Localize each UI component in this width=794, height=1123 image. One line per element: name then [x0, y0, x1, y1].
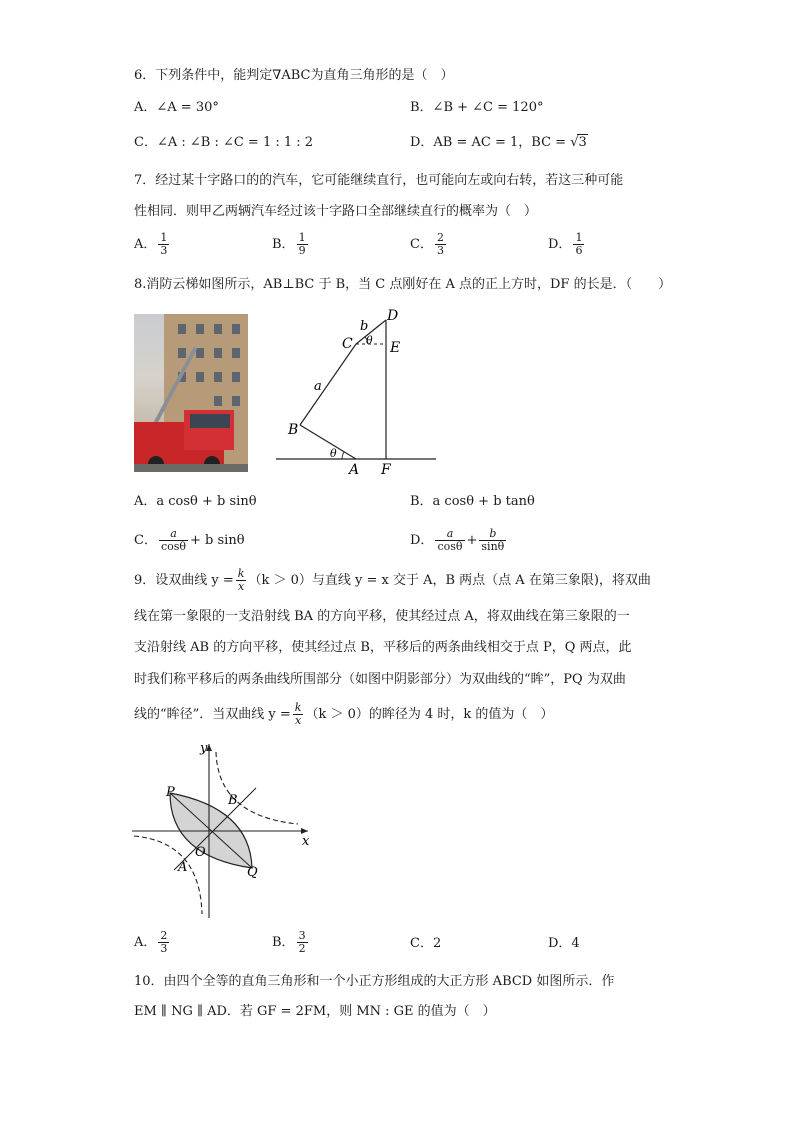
label-d: D — [387, 308, 399, 324]
q9-l5-num: k — [294, 701, 302, 714]
label-o: O — [195, 845, 206, 860]
label-q: Q — [247, 865, 258, 880]
q10-stem-line2: EM ∥ NG ∥ AD．若 GF = 2FM，则 MN : GE 的值为（ ） — [134, 1004, 496, 1019]
label-a-length: a — [314, 379, 322, 394]
q6-stem: 6．下列条件中，能判定∇ABC为直角三角形的是（ ） — [134, 68, 454, 83]
q8-stem: 8.消防云梯如图所示，AB⊥BC 于 B，当 C 点刚好在 A 点的正上方时，DF 的长是．（ ） — [134, 277, 672, 292]
q7-d-num: 1 — [575, 231, 583, 244]
label-f: F — [381, 462, 391, 478]
q9-l1-num: k — [237, 567, 245, 580]
q9-l1-pre: 9．设双曲线 y = — [134, 573, 234, 588]
fire-ladder-photo — [134, 314, 248, 472]
q7-c-den: 3 — [436, 244, 444, 257]
q9-a-num: 2 — [160, 929, 168, 942]
q6-option-d-radicand: 3 — [578, 135, 587, 150]
q9-hyperbola-diagram — [130, 738, 320, 922]
segment-ab — [300, 425, 356, 459]
q7-option-c-label: C． — [410, 237, 433, 252]
q7-stem-line2: 性相同．则甲乙两辆汽车经过该十字路口全部继续直行的概率为（ ） — [134, 204, 538, 219]
q8-d-num2: b — [479, 528, 506, 541]
q9-l1-post: （k ＞ 0）与直线 y = x 交于 A，B 两点（点 A 在第三象限)，将双曲 — [248, 573, 651, 588]
q9-option-b-label: B． — [272, 935, 295, 950]
q8-option-d — [410, 528, 508, 553]
q9-option-a — [134, 930, 171, 955]
angle-arc-bottom — [342, 452, 344, 459]
q9-l5-pre: 线的“眸径”．当双曲线 y = — [134, 707, 291, 722]
q9-a-den: 3 — [160, 942, 168, 955]
q9-option-a-label: A． — [134, 935, 157, 950]
q8-ladder-diagram — [270, 306, 440, 478]
segment-bc — [300, 344, 356, 425]
q9-stem-line2: 线在第一象限的一支沿射线 BA 的方向平移，使其经过点 A，将双曲线在第三象限的一 — [134, 609, 630, 624]
q7-b-den: 9 — [298, 244, 306, 257]
label-e: E — [390, 340, 401, 356]
label-c: C — [342, 336, 353, 352]
q7-option-a — [134, 232, 171, 257]
q9-stem-line5 — [134, 702, 553, 727]
label-x-axis: x — [302, 834, 310, 849]
q7-b-num: 1 — [298, 231, 306, 244]
q7-c-num: 2 — [436, 231, 444, 244]
q8-option-a: A．a cosθ + b sinθ — [134, 494, 257, 509]
q6-option-a: A．∠A = 30° — [134, 100, 219, 115]
q8-d-plus: + — [466, 533, 478, 548]
q9-b-num: 3 — [298, 929, 306, 942]
q6-option-d: D．AB = AC = 1，BC = √3 — [410, 135, 587, 150]
q6-option-b: B．∠B + ∠C = 120° — [410, 100, 544, 115]
label-b-point: B — [228, 793, 238, 808]
q7-option-d-label: D． — [548, 237, 572, 252]
q10-stem-line1: 10．由四个全等的直角三角形和一个小正方形组成的大正方形 ABCD 如图所示．作 — [134, 974, 615, 989]
q8-c-num: a — [159, 528, 188, 541]
q6-option-c: C．∠A : ∠B : ∠C = 1 : 1 : 2 — [134, 135, 314, 150]
q7-option-b — [272, 232, 310, 257]
q7-option-c — [410, 232, 448, 257]
label-a-point: A — [178, 860, 188, 875]
q8-option-b: B．a cosθ + b tanθ — [410, 494, 535, 509]
hyperbola-branch-q3 — [134, 836, 202, 914]
q7-option-a-label: A． — [134, 237, 157, 252]
q9-stem-line1 — [134, 568, 651, 593]
q9-l1-den: x — [238, 580, 245, 593]
hyperbola-branch-q1 — [216, 752, 298, 824]
q6-option-d-text: D．AB = AC = 1，BC = — [410, 135, 571, 150]
q7-d-den: 6 — [575, 244, 583, 257]
q8-option-c-label: C． — [134, 533, 157, 548]
q9-b-den: 2 — [298, 942, 306, 955]
label-a: A — [349, 462, 360, 478]
q7-option-d — [548, 232, 586, 257]
q7-option-b-label: B． — [272, 237, 295, 252]
label-theta-bottom: θ — [330, 447, 337, 460]
q9-option-c: C．2 — [410, 936, 442, 951]
q7-stem-line1: 7．经过某十字路口的的汽车，它可能继续直行，也可能向左或向右转，若这三种可能 — [134, 173, 624, 188]
q9-option-b — [272, 930, 310, 955]
q8-d-num1: a — [435, 528, 464, 541]
q8-option-d-label: D． — [410, 533, 434, 548]
q9-l5-post: （k ＞ 0）的眸径为 4 时，k 的值为（ ） — [305, 707, 554, 722]
q9-stem-line4: 时我们称平移后的两条曲线所围部分（如图中阴影部分）为双曲线的“眸”，PQ 为双曲 — [134, 672, 626, 687]
q8-option-c — [134, 528, 245, 553]
label-b: B — [288, 422, 299, 438]
label-theta-top: θ — [366, 334, 373, 347]
q9-option-d: D．4 — [548, 936, 580, 951]
label-y-axis: y — [200, 741, 208, 756]
label-b-length: b — [360, 319, 369, 334]
q9-stem-line3: 支沿射线 AB 的方向平移，使其经过点 B，平移后的两条曲线相交于点 P，Q 两点，此 — [134, 640, 632, 655]
q8-c-tail: + b sinθ — [190, 533, 245, 548]
q8-c-den: cosθ — [160, 540, 187, 553]
label-p: P — [166, 785, 175, 800]
q8-d-den2: sinθ — [481, 540, 505, 553]
q7-a-den: 3 — [160, 244, 168, 257]
q9-l5-den: x — [295, 714, 302, 727]
q8-d-den1: cosθ — [437, 540, 463, 553]
q7-a-num: 1 — [160, 231, 168, 244]
